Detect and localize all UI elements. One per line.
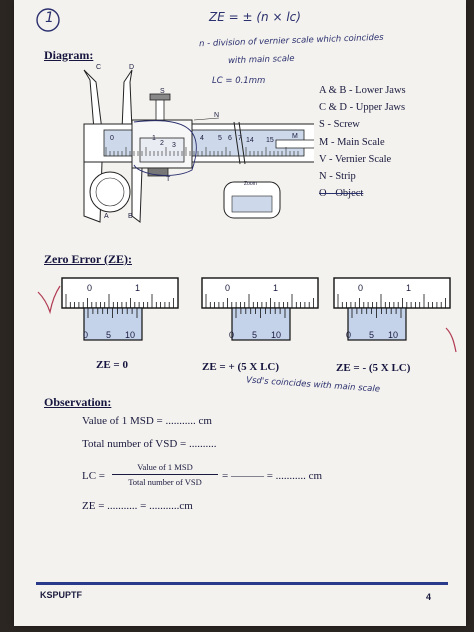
handwritten-definition-1: n - division of vernier scale which coincides	[198, 32, 384, 50]
lc-numerator: Value of 1 MSD	[137, 462, 193, 472]
vsd-line: Total number of VSD = ..........	[82, 438, 217, 450]
label-b: B	[128, 213, 133, 220]
footer-title: KSPUPTF	[40, 590, 83, 600]
main-scale-number-0: 0	[110, 135, 114, 142]
label-d: D	[129, 64, 135, 71]
panel1-vernier-10: 10	[125, 330, 136, 340]
worksheet-page	[14, 0, 466, 626]
panel3-vernier-5: 5	[369, 330, 375, 340]
legend-item: N - Strip	[319, 171, 356, 183]
panel1-main-0: 0	[87, 283, 93, 293]
panel1-main-1: 1	[135, 283, 141, 293]
panel3-main-1: 1	[406, 283, 412, 293]
vernier-number-2: 2	[160, 140, 164, 147]
zero-error-panel-zero	[60, 276, 180, 344]
panel2-vernier-5: 5	[252, 330, 258, 340]
panel2-main-1: 1	[273, 283, 279, 293]
handwritten-definition-2: with main scale	[227, 53, 295, 67]
diagram-heading: Diagram:	[44, 48, 94, 62]
label-m: M	[292, 133, 298, 140]
main-scale-number-4: 4	[200, 135, 204, 142]
main-scale-number-7: 7	[238, 135, 242, 142]
handwritten-figure-note: Vsd's coincides with main scale	[245, 375, 381, 395]
main-scale-number-1: 1	[152, 135, 156, 142]
lc-suffix: = ——— = ........... cm	[222, 470, 323, 482]
label-n: N	[214, 112, 220, 119]
pen-check-mark	[36, 284, 62, 316]
zero-error-panel-positive	[200, 276, 320, 344]
legend-item: S - Screw	[319, 119, 360, 131]
legend-item: C & D - Upper Jaws	[319, 102, 406, 114]
page-number: 4	[426, 592, 432, 602]
main-scale-number-6: 6	[228, 135, 232, 142]
vernier-caliper-diagram	[44, 60, 314, 230]
handwritten-least-count: LC = 0.1mm	[212, 76, 266, 86]
panel1-vernier-5: 5	[106, 330, 112, 340]
label-s: S	[160, 88, 165, 95]
lc-prefix: LC =	[82, 470, 106, 482]
label-a: A	[104, 213, 109, 220]
msd-line: Value of 1 MSD = ........... cm	[82, 415, 212, 427]
label-c: C	[96, 64, 102, 71]
legend-item: M - Main Scale	[319, 136, 385, 148]
caption-negative-error: ZE = - (5 X LC)	[336, 362, 411, 374]
zero-error-heading: Zero Error (ZE):	[44, 252, 132, 266]
panel3-vernier-10: 10	[388, 330, 399, 340]
main-scale-number-5: 5	[218, 135, 222, 142]
panel1-vernier-0: 0	[83, 330, 89, 340]
panel2-vernier-10: 10	[271, 330, 282, 340]
legend-item: V - Vernier Scale	[319, 153, 392, 165]
page-marker-text: 1	[45, 10, 54, 26]
main-scale-number-14: 14	[246, 137, 254, 144]
zoom-label: Zoom	[244, 181, 257, 187]
ze-line: ZE = ........... = ...........cm	[82, 500, 193, 512]
caption-zero-error: ZE = 0	[96, 359, 128, 371]
fraction-bar	[112, 474, 218, 475]
panel2-vernier-0: 0	[229, 330, 235, 340]
legend-item: A & B - Lower Jaws	[319, 85, 406, 96]
lc-denominator: Total number of VSD	[128, 477, 202, 487]
main-scale-number-15: 15	[266, 137, 274, 144]
parts-legend	[319, 82, 406, 202]
footer-rule	[36, 582, 448, 585]
panel3-vernier-0: 0	[346, 330, 352, 340]
vernier-number-3: 3	[172, 142, 176, 149]
legend-item: O - Object	[319, 188, 364, 200]
caption-positive-error: ZE = + (5 X LC)	[202, 361, 280, 373]
pen-check-mark	[444, 326, 462, 356]
observation-heading: Observation:	[44, 395, 112, 409]
panel2-main-0: 0	[225, 283, 231, 293]
label-t: T	[166, 176, 171, 183]
handwritten-formula: ZE = ± (n × lc)	[209, 10, 301, 24]
panel3-main-0: 0	[358, 283, 364, 293]
